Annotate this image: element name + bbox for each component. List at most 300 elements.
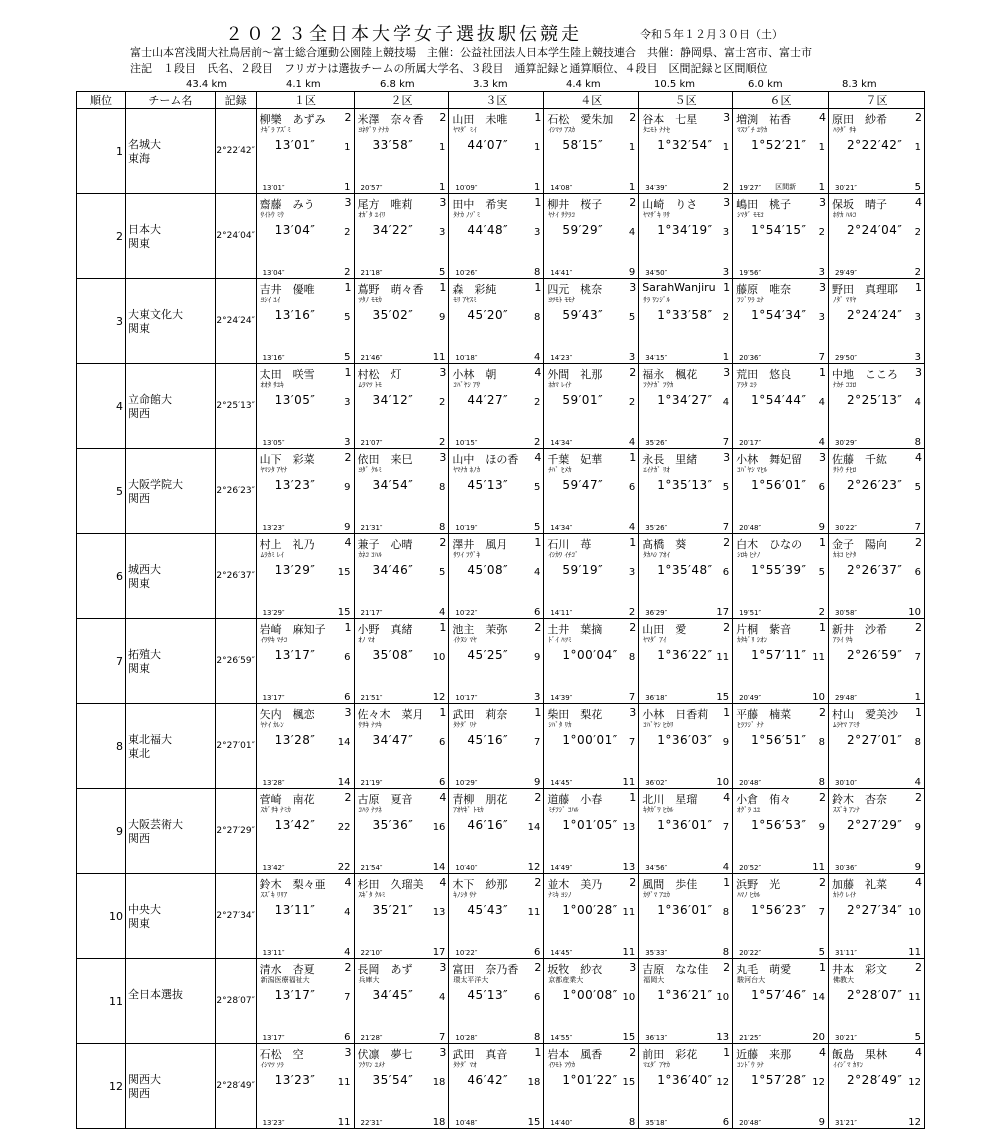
- runner-kana: ﾖﾈｻﾞﾜ ﾅﾅｶ: [358, 126, 389, 134]
- leg-runner-line: [736, 620, 826, 635]
- leg-split-rank: 8: [439, 522, 446, 533]
- runner-name: SarahWanjiru: [642, 281, 716, 294]
- leg-split-rank: 10: [908, 607, 921, 618]
- runner-year: 4: [344, 536, 352, 549]
- runner-year: 2: [534, 791, 542, 804]
- runner-year: 3: [439, 1046, 447, 1059]
- runner-year: 3: [819, 281, 826, 294]
- runner-year: 2: [344, 111, 352, 124]
- leg-split-rank: 14: [337, 777, 351, 788]
- cumulative-time: 1°36′01″: [657, 903, 713, 917]
- cumulative-rank: 22: [337, 822, 351, 833]
- cumulative-time: 1°54′15″: [751, 223, 807, 237]
- team-region: 東海: [127, 151, 150, 165]
- leg-split-time: 14′08″: [550, 184, 573, 192]
- table-row: [77, 364, 925, 449]
- leg-cell: [639, 789, 733, 874]
- runner-kana: ﾖﾀﾞ ｸﾙﾐ: [358, 466, 382, 474]
- runner-year: 2: [629, 1046, 637, 1059]
- leg-cell: [256, 959, 354, 1044]
- leg-split-time: 14′11″: [550, 609, 573, 617]
- leg-runner-line: [547, 705, 636, 720]
- leg-split-rank: 4: [344, 947, 351, 958]
- leg-split-time: 35′18″: [645, 1119, 668, 1127]
- leg-runner-line: [642, 620, 730, 635]
- cumulative-time: 1°00′04″: [562, 648, 618, 662]
- cumulative-time: 13′23″: [274, 1073, 316, 1087]
- runner-kana: ﾖﾂﾓﾄ ﾓﾓﾅ: [548, 296, 576, 304]
- runner-year: 2: [629, 876, 637, 889]
- cumulative-rank: 8: [722, 907, 730, 918]
- race-title: ２０２３全日本大学女子選抜駅伝競走: [225, 24, 582, 45]
- leg-cell: [733, 789, 829, 874]
- leg-split-rank: 9: [818, 1117, 825, 1128]
- cumulative-time: 45′16″: [467, 733, 509, 747]
- leg-runner-line: [832, 875, 922, 890]
- cumulative-time: 1°35′13″: [657, 478, 713, 492]
- team-cell: [125, 534, 215, 619]
- cumulative-rank: 6: [439, 737, 446, 748]
- runner-name: 山中 ほの香: [452, 453, 519, 466]
- leg-split-time: 30′10″: [835, 779, 858, 787]
- runner-kana: ﾔﾏｼﾀ ｱﾔﾅ: [260, 466, 288, 474]
- leg-split-rank: 7: [722, 522, 730, 533]
- team-region: 関東: [127, 236, 150, 250]
- team-region: 関西: [127, 831, 150, 845]
- runner-year: 1: [344, 621, 352, 634]
- runner-name: 佐藤 千紘: [832, 453, 887, 466]
- team-cell: [125, 874, 215, 959]
- leg-split-time: 36′02″: [645, 779, 668, 787]
- leg-cell: [639, 279, 733, 364]
- cumulative-rank: 8: [533, 312, 541, 323]
- leg-split-time: 13′01″: [262, 184, 285, 192]
- runner-year: 2: [915, 111, 922, 124]
- results-body: [77, 109, 925, 1129]
- leg-split-time: 13′28″: [262, 779, 285, 787]
- cumulative-time: 44′27″: [467, 393, 509, 407]
- runner-name: 森 彩純: [452, 283, 497, 296]
- runner-year: 1: [915, 281, 922, 294]
- leg-runner-line: [260, 875, 352, 890]
- runner-name: 尾方 唯莉: [357, 198, 413, 211]
- cumulative-time: 59′29″: [562, 223, 604, 237]
- team-total-time: 2°22′42″: [215, 109, 256, 194]
- runner-name: 清水 杏夏: [259, 963, 315, 976]
- team-rank: 11: [77, 959, 126, 1044]
- runner-kana: ｲﾜﾓﾄ ﾌｳｶ: [548, 1061, 576, 1069]
- runner-year: 3: [819, 196, 826, 209]
- leg-runner-line: [260, 705, 352, 720]
- runner-kana: ﾉﾀﾞ ﾏﾘﾔ: [833, 296, 857, 304]
- leg-cell: [449, 874, 544, 959]
- leg-cell: [733, 874, 829, 959]
- runner-name: 石松 空: [259, 1048, 304, 1061]
- cumulative-rank: 16: [432, 822, 446, 833]
- runner-year: 1: [629, 536, 637, 549]
- leg-cell: [354, 619, 449, 704]
- leg-runner-line: [358, 875, 447, 890]
- cumulative-time: 13′17″: [274, 988, 316, 1002]
- runner-year: 2: [344, 961, 352, 974]
- leg-split-rank: 7: [722, 437, 730, 448]
- cumulative-rank: 10: [432, 652, 446, 663]
- header-leg-4: ４区: [544, 92, 639, 109]
- leg-split-time: 10′22″: [455, 949, 478, 957]
- leg-split-time: 14′34″: [550, 439, 573, 447]
- runner-year: 1: [439, 706, 447, 719]
- runner-kana: ｻｻｷ ﾅﾂｷ: [358, 721, 382, 729]
- leg-runner-line: [260, 280, 352, 295]
- leg-split-rank: 6: [533, 607, 541, 618]
- leg-split-time: 19′27″: [739, 184, 762, 192]
- leg-split-time: 30′22″: [835, 524, 858, 532]
- leg-runner-line: [547, 790, 636, 805]
- runner-year: 2: [819, 791, 826, 804]
- cumulative-rank: 5: [818, 567, 825, 578]
- leg-runner-line: [547, 960, 636, 975]
- cumulative-rank: 8: [628, 652, 636, 663]
- leg-cell: [733, 364, 829, 449]
- leg-cell: [256, 704, 354, 789]
- runner-name: 武田 真音: [452, 1048, 508, 1061]
- team-region: 関西: [127, 491, 150, 505]
- leg-cell: [733, 704, 829, 789]
- cumulative-time: 1°54′44″: [751, 393, 807, 407]
- leg-split-rank: 5: [914, 1032, 921, 1043]
- leg-split-time: 22′10″: [360, 949, 383, 957]
- cumulative-time: 45′20″: [467, 308, 509, 322]
- leg-split-time: 10′19″: [455, 524, 478, 532]
- header-leg-1: １区: [256, 92, 354, 109]
- cumulative-time: 1°56′01″: [751, 478, 807, 492]
- runner-year: 2: [344, 791, 352, 804]
- cumulative-rank: 11: [337, 1077, 351, 1088]
- team-name: 立命館大: [127, 392, 172, 406]
- cumulative-rank: 10: [908, 907, 921, 918]
- cumulative-time: 1°36′01″: [657, 818, 713, 832]
- leg-cell: [544, 619, 639, 704]
- leg-runner-line: [452, 450, 541, 465]
- runner-kana: ﾔﾏﾀﾞ ﾐｲ: [453, 126, 477, 134]
- leg-split-time: 21′28″: [360, 1034, 383, 1042]
- runner-name: 白木 ひなの: [736, 538, 803, 551]
- leg-split-rank: 5: [344, 352, 351, 363]
- runner-year: 2: [629, 366, 637, 379]
- leg-cell: [733, 959, 829, 1044]
- runner-year: 3: [629, 961, 637, 974]
- leg-cell: [639, 704, 733, 789]
- leg-split-rank: 3: [914, 352, 921, 363]
- cumulative-time: 59′47″: [562, 478, 604, 492]
- team-region: 東北: [127, 746, 150, 760]
- leg-runner-line: [452, 110, 541, 125]
- distance-leg-6: 6.0 km: [748, 79, 783, 90]
- leg-split-rank: 9: [914, 862, 921, 873]
- runner-year: 1: [534, 281, 542, 294]
- leg-split-time: 20′49″: [739, 694, 762, 702]
- leg-cell: [354, 279, 449, 364]
- leg-split-time: 10′09″: [455, 184, 478, 192]
- cumulative-rank: 11: [908, 992, 921, 1003]
- runner-year: 2: [915, 961, 922, 974]
- cumulative-time: 1°34′19″: [657, 223, 713, 237]
- leg-split-rank: 7: [914, 522, 921, 533]
- leg-runner-line: [642, 365, 730, 380]
- runner-name: 藤原 唯奈: [736, 283, 792, 296]
- runner-year: 2: [534, 876, 542, 889]
- leg-split-time: 21′18″: [360, 269, 383, 277]
- runner-year: 2: [723, 621, 731, 634]
- cumulative-rank: 2: [439, 397, 446, 408]
- cumulative-time: 2°27′01″: [847, 733, 903, 747]
- runner-kana: ﾀﾆﾓﾄ ﾅﾅｾ: [643, 126, 670, 134]
- leg-cell: [733, 194, 829, 279]
- team-region: 関東: [127, 916, 150, 930]
- runner-name: 前田 彩花: [642, 1048, 698, 1061]
- cumulative-time: 2°24′04″: [847, 223, 903, 237]
- leg-cell: [449, 704, 544, 789]
- leg-cell: [639, 364, 733, 449]
- leg-cell: [544, 279, 639, 364]
- leg-split-time: 14′49″: [550, 864, 573, 872]
- runner-name: 吉原 なな佳: [642, 963, 709, 976]
- runner-year: 3: [439, 196, 447, 209]
- leg-runner-line: [260, 960, 352, 975]
- leg-cell: [639, 534, 733, 619]
- leg-runner-line: [260, 790, 352, 805]
- leg-runner-line: [736, 875, 826, 890]
- team-total-time: 2°26′23″: [215, 449, 256, 534]
- team-cell: [125, 364, 215, 449]
- runner-year: 1: [439, 281, 447, 294]
- leg-runner-line: [832, 110, 922, 125]
- cumulative-rank: 8: [439, 482, 446, 493]
- runner-name: 北川 星瑠: [642, 793, 698, 806]
- leg-cell: [829, 109, 925, 194]
- cumulative-time: 1°57′11″: [751, 648, 807, 662]
- runner-year: 3: [915, 366, 922, 379]
- team-rank: 9: [77, 789, 126, 874]
- runner-year: 2: [915, 621, 922, 634]
- leg-cell: [354, 874, 449, 959]
- runner-kana: ﾐﾁﾌｼﾞ ｺﾊﾙ: [548, 806, 579, 814]
- leg-split-time: 21′46″: [360, 354, 383, 362]
- runner-year: 2: [344, 451, 352, 464]
- runner-name: 武田 莉奈: [452, 708, 508, 721]
- race-notes: 注記 １段目 氏名、２段目 フリガナは選抜チームの所属大学名、３段目 通算記録と通算順位、４段目 区間記録と区間順位: [130, 62, 768, 75]
- leg-split-rank: 9: [344, 522, 351, 533]
- leg-split-rank: 1: [439, 182, 446, 193]
- runner-name: 吉井 優唯: [259, 283, 315, 296]
- runner-kana: ﾏｽﾌﾞﾁ ﾕｳｶ: [737, 126, 768, 134]
- cumulative-rank: 10: [622, 992, 636, 1003]
- runner-year: 4: [819, 111, 826, 124]
- runner-name: 平藤 楠菜: [736, 708, 792, 721]
- leg-runner-line: [642, 110, 730, 125]
- leg-split-rank: 10: [812, 692, 825, 703]
- runner-name: 山田 愛: [642, 623, 687, 636]
- cumulative-time: 45′13″: [467, 988, 509, 1002]
- leg-split-rank: 7: [439, 1032, 446, 1043]
- leg-runner-line: [832, 450, 922, 465]
- runner-name: 岩崎 麻知子: [259, 623, 326, 636]
- cumulative-time: 2°22′42″: [847, 138, 903, 152]
- runner-kana: ｲｼｶﾜ ｲﾁｺﾞ: [548, 551, 579, 559]
- cumulative-time: 34′47″: [372, 733, 414, 747]
- cumulative-rank: 9: [439, 312, 446, 323]
- runner-kana: ｺﾝﾄﾞｳ ﾗﾅ: [737, 1061, 764, 1069]
- leg-split-rank: 11: [622, 777, 636, 788]
- leg-runner-line: [452, 705, 541, 720]
- leg-runner-line: [642, 195, 730, 210]
- leg-split-time: 20′48″: [739, 1119, 762, 1127]
- runner-year: 2: [723, 961, 731, 974]
- team-name: 日本大: [127, 222, 161, 236]
- runner-name: 四元 桃奈: [547, 283, 603, 296]
- runner-year: 3: [439, 451, 447, 464]
- runner-name: 福永 楓花: [642, 368, 698, 381]
- runner-kana: ﾔﾅｲ ｻｸﾗｺ: [548, 211, 576, 219]
- runner-kana: ｲｲｼﾞﾏ ｶﾘﾝ: [833, 1061, 864, 1069]
- runner-year: 4: [344, 876, 352, 889]
- cumulative-time: 13′16″: [274, 308, 316, 322]
- leg-cell: [639, 194, 733, 279]
- runner-year: 1: [819, 366, 826, 379]
- leg-runner-line: [547, 875, 636, 890]
- team-rank: 6: [77, 534, 126, 619]
- runner-year: 4: [439, 876, 447, 889]
- cumulative-rank: 9: [344, 482, 351, 493]
- cumulative-time: 2°25′13″: [847, 393, 903, 407]
- leg-split-rank: 11: [432, 352, 446, 363]
- runner-name: 丸毛 萌愛: [736, 963, 792, 976]
- leg-runner-line: [358, 1045, 447, 1060]
- cumulative-time: 45′43″: [467, 903, 509, 917]
- runner-name: 矢内 楓恋: [259, 708, 315, 721]
- cumulative-rank: 14: [337, 737, 351, 748]
- cumulative-rank: 12: [812, 1077, 825, 1088]
- leg-runner-line: [736, 705, 826, 720]
- team-total-time: 2°28′49″: [215, 1044, 256, 1129]
- leg-split-rank: 6: [722, 1117, 730, 1128]
- leg-split-time: 20′36″: [739, 354, 762, 362]
- leg-runner-line: [832, 1045, 922, 1060]
- cumulative-time: 34′22″: [372, 223, 414, 237]
- cumulative-time: 58′15″: [562, 138, 604, 152]
- runner-kana: ﾁﾊﾞ ﾋﾒｶ: [548, 466, 572, 474]
- runner-name: 道藤 小春: [547, 793, 603, 806]
- runner-year: 1: [723, 281, 731, 294]
- leg-split-rank: 2: [818, 607, 825, 618]
- team-region: 関東: [127, 576, 150, 590]
- team-rank: 5: [77, 449, 126, 534]
- leg-split-rank: 15: [527, 1117, 541, 1128]
- leg-cell: [733, 109, 829, 194]
- leg-split-time: 21′17″: [360, 609, 383, 617]
- leg-split-time: 14′55″: [550, 1034, 573, 1042]
- cumulative-time: 1°36′21″: [657, 988, 713, 1002]
- team-total-time: 2°24′04″: [215, 194, 256, 279]
- runner-name: 小林 朝: [452, 368, 497, 381]
- runner-year: 4: [819, 1046, 826, 1059]
- team-name: 大東文化大: [127, 307, 183, 321]
- runner-name: 小林 舞妃留: [736, 453, 803, 466]
- cumulative-rank: 1: [722, 142, 730, 153]
- leg-split-time: 30′29″: [835, 439, 858, 447]
- distance-total: 43.4 km: [186, 79, 227, 90]
- leg-split-rank: 2: [722, 182, 730, 193]
- cumulative-time: 13′11″: [274, 903, 316, 917]
- cumulative-time: 46′16″: [467, 818, 509, 832]
- runner-name: 杉田 久瑠美: [357, 878, 424, 891]
- runner-year: 1: [629, 451, 637, 464]
- leg-cell: [256, 789, 354, 874]
- leg-runner-line: [736, 535, 826, 550]
- runner-kana: ﾊﾏﾉ ﾋｶﾙ: [737, 891, 761, 899]
- leg-split-rank: 1: [344, 182, 351, 193]
- runner-name: 柴田 梨花: [547, 708, 603, 721]
- leg-split-rank: 5: [818, 947, 825, 958]
- runner-kana: ﾖｼｲ ﾕｲ: [260, 296, 281, 304]
- runner-kana: ｲｼﾏﾂ ｱｽｶ: [548, 126, 576, 134]
- cumulative-time: 35′02″: [372, 308, 414, 322]
- team-total-time: 2°25′13″: [215, 364, 256, 449]
- runner-year: 1: [819, 961, 826, 974]
- runner-year: 1: [344, 366, 352, 379]
- runner-year: 4: [534, 366, 542, 379]
- leg-split-rank: 15: [716, 692, 730, 703]
- leg-split-time: 13′29″: [262, 609, 285, 617]
- leg-split-time: 10′18″: [455, 354, 478, 362]
- leg-split-time: 21′31″: [360, 524, 383, 532]
- leg-record-note: 区間新: [775, 183, 797, 191]
- runner-name: 増渕 祐香: [736, 113, 792, 126]
- team-region: 関西: [127, 1086, 150, 1100]
- runner-name: 山田 未唯: [452, 113, 508, 126]
- runner-year: 1: [629, 791, 637, 804]
- leg-cell: [354, 109, 449, 194]
- cumulative-time: 2°26′23″: [847, 478, 903, 492]
- leg-split-rank: 6: [344, 692, 351, 703]
- cumulative-time: 1°34′27″: [657, 393, 713, 407]
- runner-kana: ｷﾀｶﾞﾜ ﾋｶﾙ: [643, 806, 674, 814]
- team-cell: [125, 449, 215, 534]
- runner-kana: ｱｵﾔｷﾞ ﾄﾓｶ: [453, 806, 484, 814]
- runner-year: 2: [915, 791, 922, 804]
- runner-year: 2: [534, 961, 542, 974]
- runner-name: 荒田 悠良: [736, 368, 792, 381]
- cumulative-time: 1°33′58″: [657, 308, 713, 322]
- results-table: [76, 91, 925, 1129]
- runner-kana: ｽｷﾞﾀ ｸﾙﾐ: [358, 891, 386, 899]
- runner-year: 3: [723, 196, 731, 209]
- cumulative-rank: 18: [432, 1077, 446, 1088]
- leg-cell: [354, 449, 449, 534]
- leg-runner-line: [547, 620, 636, 635]
- cumulative-time: 2°27′34″: [847, 903, 903, 917]
- cumulative-rank: 9: [533, 652, 541, 663]
- leg-split-rank: 12: [527, 862, 541, 873]
- cumulative-rank: 11: [812, 652, 825, 663]
- table-row: [77, 789, 925, 874]
- leg-runner-line: [736, 450, 826, 465]
- leg-runner-line: [736, 790, 826, 805]
- runner-name: 富田 奈乃香: [452, 963, 519, 976]
- cumulative-rank: 15: [622, 1077, 636, 1088]
- runner-name: 鈴木 梨々亜: [259, 878, 326, 891]
- runner-year: 3: [344, 706, 352, 719]
